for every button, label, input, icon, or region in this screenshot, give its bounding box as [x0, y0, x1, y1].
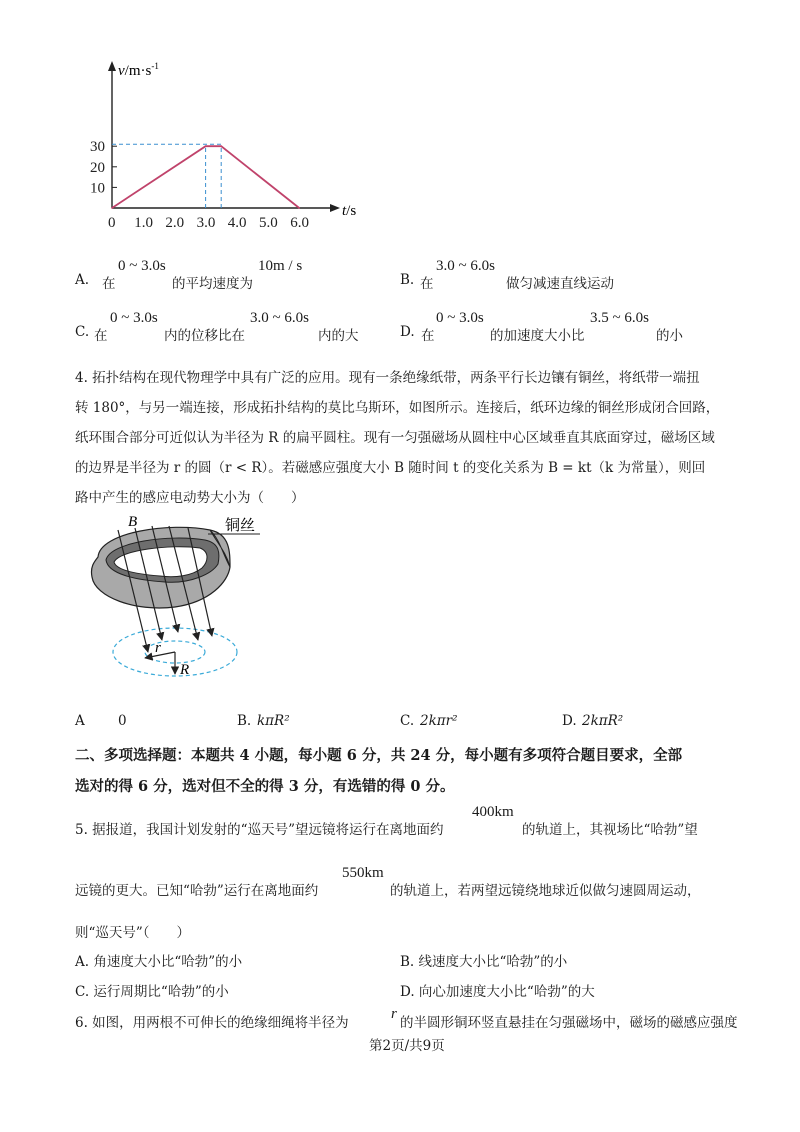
x-tick-label: 2.0: [165, 215, 185, 231]
chart-axes: [108, 61, 340, 212]
data-point: [111, 207, 113, 209]
y-tick-label: 20: [90, 159, 105, 176]
option-text: 做匀减速直线运动: [506, 276, 614, 292]
y-axis-label: $v/m\cdot s^{-1}$: [118, 61, 159, 79]
math-range: 0 ~ 3.0s: [110, 310, 158, 326]
data-point: [205, 145, 207, 147]
stem-line: 转 180°，与另一端连接，形成拓扑结构的莫比乌斯环，如图所示。连接后，纸环边缘的铜丝形成闭合回路，: [75, 400, 720, 416]
section-heading-line2: 选对的得 6 分，选对但不全的得 3 分，有选错的得 0 分。: [75, 778, 455, 795]
q4-option-d-letter[interactable]: D.: [562, 713, 577, 729]
stem-text: 的半圆形铜环竖直悬挂在匀强磁场中，磁场的磁感应强度: [400, 1015, 738, 1031]
q4-option-d-value[interactable]: 2kπR²: [582, 713, 624, 729]
option-letter: D.: [400, 324, 415, 340]
stem-line: 4. 拓扑结构在现代物理学中具有广泛的应用。现有一条绝缘纸带，两条平行长边镶有铜丝，将纸带一端扭: [75, 370, 700, 386]
math-range: 3.0 ~ 6.0s: [436, 258, 495, 274]
x-tick-label: 0: [108, 215, 116, 231]
y-tick-label: 10: [90, 180, 105, 197]
option-text: 内的位移比在: [164, 328, 245, 344]
y-axis-arrow: [108, 61, 116, 71]
stem-text: 的轨道上，若两望远镜绕地球近似做匀速圆周运动，: [390, 883, 701, 899]
stem-line: 纸环围合部分可近似认为半径为 R 的扁平圆柱。现有一匀强磁场从圆柱中心区域垂直其底面穿过，磁场区域: [75, 430, 715, 446]
stem-text: 则“巡天号”（ ）: [75, 925, 191, 941]
option-text: 的小: [656, 328, 683, 344]
option-text: 内的大: [318, 328, 359, 344]
section-heading-line1: 二、多项选择题：本题共 4 小题，每小题 6 分，共 24 分，每小题有多项符合题目要求，全部: [75, 747, 683, 764]
stem-text: 远镜的更大。已知“哈勃”运行在离地面约: [75, 883, 319, 899]
q5-option-c[interactable]: C. 运行周期比“哈勃”的小: [75, 984, 229, 1000]
q4-option-c-value[interactable]: 2kπr²: [420, 713, 458, 729]
stem-line: 路中产生的感应电动势大小为（ ）: [75, 490, 305, 506]
math-value: 550km: [342, 865, 384, 881]
label-R: R: [180, 662, 190, 678]
option-letter: A.: [75, 272, 90, 288]
math-range: 3.0 ~ 6.0s: [250, 310, 309, 326]
x-tick-label: 3.0: [196, 215, 216, 231]
q4-option-a-value[interactable]: 0: [118, 713, 127, 729]
math-value: 10m / s: [258, 258, 303, 274]
math-value: 400km: [472, 804, 514, 820]
q4-option-b-letter[interactable]: B.: [237, 713, 252, 729]
q4-option-c-letter[interactable]: C.: [400, 713, 415, 729]
option-text: 的加速度大小比: [490, 328, 585, 344]
option-text: 的平均速度为: [172, 276, 253, 292]
option-letter: C.: [75, 324, 90, 340]
x-tick-label: 5.0: [259, 215, 278, 231]
math-range: 0 ~ 3.0s: [436, 310, 484, 326]
q5-option-a[interactable]: A. 角速度大小比“哈勃”的小: [75, 954, 243, 970]
label-B: B: [128, 514, 138, 530]
math-range: 0 ~ 3.0s: [118, 258, 166, 274]
option-text: 在: [421, 328, 435, 344]
vt-chart: [90, 55, 380, 235]
option-text: 在: [420, 276, 434, 292]
label-wire: 铜丝: [225, 518, 256, 534]
x-tick-label: 4.0: [227, 215, 247, 231]
data-point: [220, 145, 222, 147]
x-tick-label: 1.0: [134, 215, 153, 231]
q5-option-d[interactable]: D. 向心加速度大小比“哈勃”的大: [400, 984, 595, 1000]
y-tick-label: 30: [90, 139, 105, 156]
stem-line: 的边界是半径为 r 的圆（r < R）。若磁感应强度大小 B 随时间 t 的变化关系为 B = kt（k 为常量），则回: [75, 460, 706, 476]
label-r: r: [155, 640, 161, 656]
math-range: 3.5 ~ 6.0s: [590, 310, 649, 326]
stem-text: 5. 据报道，我国计划发射的“巡天号”望远镜将运行在离地面约: [75, 822, 444, 838]
option-letter: B.: [400, 272, 415, 288]
q4-option-a-letter[interactable]: A: [75, 713, 85, 729]
mobius-ring-figure: [80, 512, 280, 692]
stem-text: 6. 如图，用两根不可伸长的绝缘细绳将半径为: [75, 1015, 349, 1031]
stem-text: 的轨道上，其视场比“哈勃”望: [522, 822, 698, 838]
q5-option-b[interactable]: B. 线速度大小比“哈勃”的小: [400, 954, 568, 970]
data-point: [298, 207, 300, 209]
math-var: r: [391, 1006, 397, 1022]
page-number: 第2页/共9页: [369, 1038, 445, 1054]
option-text: 在: [94, 328, 108, 344]
x-tick-label: 6.0: [290, 215, 309, 231]
x-axis-arrow: [330, 204, 340, 212]
q4-option-b-value[interactable]: kπR²: [257, 713, 290, 729]
option-text: 在: [102, 276, 116, 292]
x-axis-label: t/s: [342, 203, 357, 219]
